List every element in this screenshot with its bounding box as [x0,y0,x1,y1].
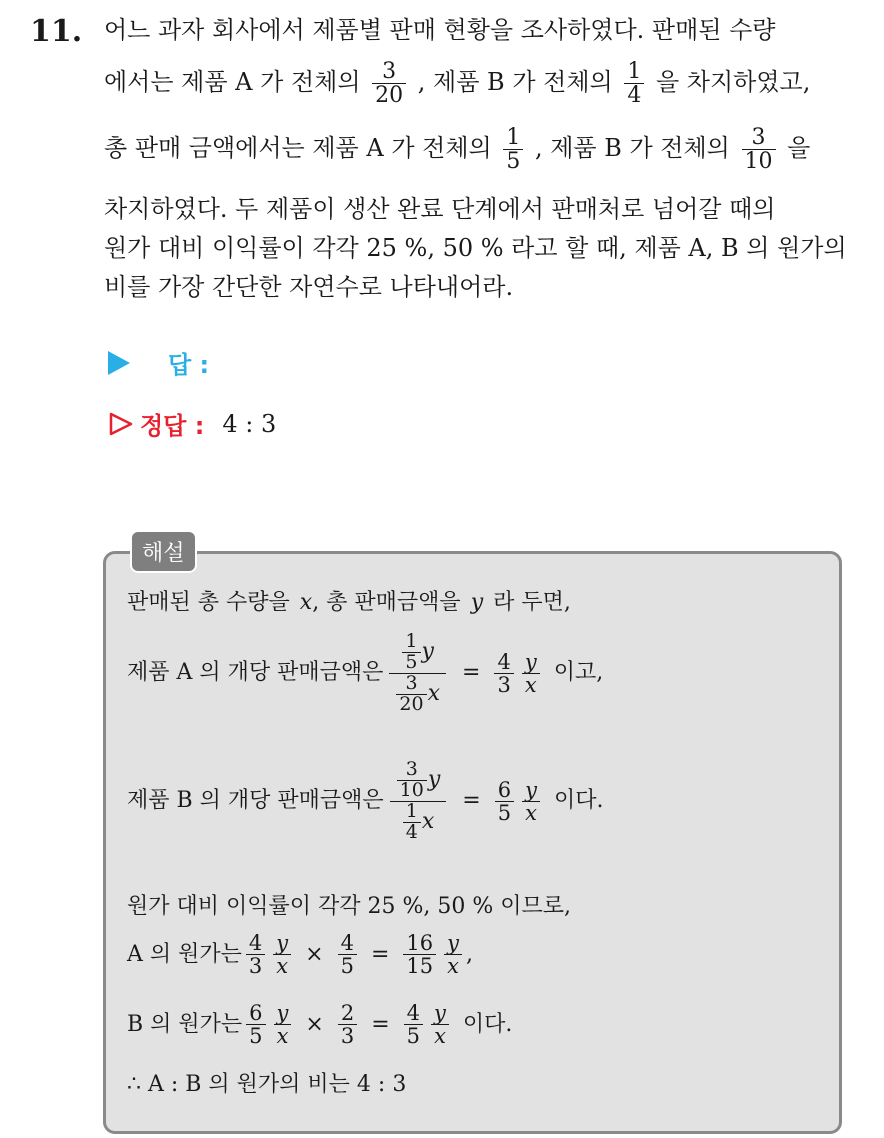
fraction-3-10: $\frac{3}{10}$ [742,126,776,173]
solution-line-4: 원가 대비 이익률이 각각 25 %, 50 % 이므로, [127,894,572,919]
outline-triangle-icon [108,411,134,437]
solution-line-2: 제품 A 의 개당 판매금액은 $\frac{1}{5}$ y $\frac{3}{20}$ x = $\frac{4}{3}$ $\frac{y}{x}$ 이고, [127,630,604,715]
answer-row [108,345,209,380]
solution-tag: 해설 [130,530,197,573]
solution-line-3: 제품 B 의 개당 판매금액은 $\frac{3}{10}$ y $\frac{1}{4}$ x = $\frac{6}{5}$ $\frac{y}{x}$ 이다. [127,758,604,843]
answer-label: 답 : [168,351,210,379]
question-line-5: 원가 대비 이익률이 각각 25 %, 50 % 라고 할 때, 제품 A, B 의 원가의 [104,234,847,262]
complex-fraction-b: $\frac{3}{10}$ y $\frac{1}{4}$ x [390,760,447,843]
complex-fraction-a: $\frac{1}{5}$ y $\frac{3}{20}$ x [389,632,446,715]
solution-line-7: ∴ A : B 의 원가의 비는 4 : 3 [127,1072,407,1097]
fraction-1-5: $\frac{1}{5}$ [503,126,523,173]
question-number: 11. [30,14,83,49]
question-line-4: 차지하였다. 두 제품이 생산 완료 단계에서 판매처로 넘어갈 때의 [104,195,776,223]
fraction-1-4: $\frac{1}{4}$ [624,60,644,107]
solution-line-1: 판매된 총 수량을 x , 총 판매금액을 y 라 두면, [127,590,571,615]
question-line-6: 비를 가장 간단한 자연수로 나타내어라. [104,273,514,301]
correct-answer-value: 4 : 3 [222,409,277,438]
question-line-1: 어느 과자 회사에서 제품별 판매 현황을 조사하였다. 판매된 수량 [104,16,776,44]
question-line-2: 에서는 제품 A 가 전체의 $\frac{3}{20}$ , 제품 B 가 전체의 $\frac{1}{4}$ 을 차지하였고, [104,59,811,109]
correct-answer-row [108,406,276,441]
fraction-3-20: $\frac{3}{20}$ [372,60,406,107]
solution-line-5: A 의 원가는 $\frac{4}{3}$ $\frac{y}{x}$ × $\frac{4}{5}$ = $\frac{16}{15}$ $\frac{y}{x}$ , [127,931,473,979]
solution-line-6: B 의 원가는 $\frac{6}{5}$ $\frac{y}{x}$ × $\frac{2}{3}$ = $\frac{4}{5}$ $\frac{y}{x}$ 이다. [127,1001,513,1049]
play-triangle-icon [108,351,130,375]
correct-answer-label: 정답 : [140,412,205,440]
question-line-3: 총 판매 금액에서는 제품 A 가 전체의 $\frac{1}{5}$ , 제품 B 가 전체의 $\frac{3}{10}$ 을 [104,125,811,175]
